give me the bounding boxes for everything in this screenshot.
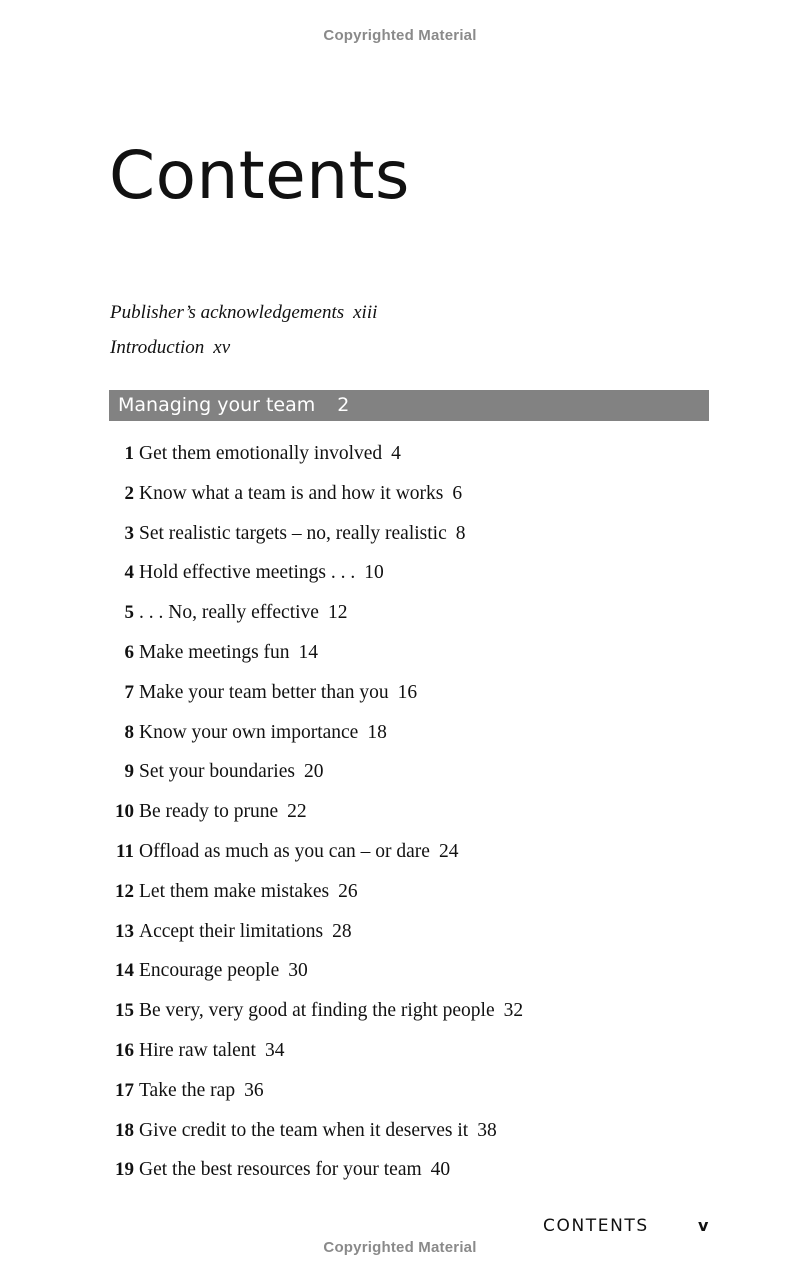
toc-entry[interactable] bbox=[100, 1116, 523, 1156]
front-matter-list bbox=[110, 300, 377, 370]
toc-entry-number: 10 bbox=[115, 801, 134, 823]
toc-entry-title: . . . No, really effective bbox=[139, 602, 319, 624]
toc-entry-number: 15 bbox=[115, 1000, 134, 1022]
toc-entry-number: 11 bbox=[116, 840, 134, 862]
toc-entry-page: 18 bbox=[367, 721, 387, 743]
toc-entry-title: Hold effective meetings . . . bbox=[139, 562, 356, 584]
toc-entry-number: 4 bbox=[124, 562, 134, 584]
toc-entry-number: 9 bbox=[124, 761, 134, 783]
toc-entry-title: Get them emotionally involved bbox=[139, 443, 383, 464]
toc-entry[interactable] bbox=[100, 1155, 523, 1195]
toc-entry-number: 8 bbox=[124, 721, 134, 743]
toc-entry[interactable] bbox=[100, 558, 523, 598]
toc-entry-page: 40 bbox=[430, 1159, 451, 1181]
toc-entry-title: Encourage people bbox=[139, 960, 280, 982]
section-page: 2 bbox=[337, 394, 350, 416]
toc-entry-page: 16 bbox=[397, 681, 418, 703]
toc-entry-number: 17 bbox=[115, 1079, 134, 1101]
toc-entry-title: Offload as much as you can – or dare bbox=[139, 840, 430, 862]
toc-entry-page: 6 bbox=[452, 482, 463, 504]
toc-entry[interactable] bbox=[100, 479, 523, 519]
front-matter-page: xv bbox=[213, 337, 231, 358]
toc-entry-page: 22 bbox=[287, 801, 307, 823]
toc-entry-number: 2 bbox=[124, 482, 134, 504]
toc-entry-number: 13 bbox=[115, 920, 134, 942]
toc-entry-number: 5 bbox=[124, 602, 134, 624]
toc-entry-title: Be ready to prune bbox=[139, 801, 279, 823]
toc-entry-title: Set realistic targets – no, really realistic bbox=[139, 522, 447, 544]
toc-entry-number: 1 bbox=[124, 443, 134, 464]
toc-entry[interactable] bbox=[100, 996, 523, 1036]
front-matter-title: Publisher’s acknowledgements bbox=[110, 302, 345, 323]
toc-entry-title: Make your team better than you bbox=[139, 681, 389, 703]
toc-entry-page: 12 bbox=[327, 602, 348, 624]
toc-entry-title: Give credit to the team when it deserves it bbox=[139, 1119, 469, 1141]
toc-entry[interactable] bbox=[100, 718, 523, 758]
toc-entry[interactable] bbox=[100, 598, 523, 638]
toc-list bbox=[100, 439, 523, 1195]
toc-entry[interactable] bbox=[100, 678, 523, 718]
toc-entry[interactable] bbox=[100, 757, 523, 797]
toc-entry-number: 14 bbox=[115, 960, 134, 982]
toc-entry-page: 36 bbox=[244, 1079, 264, 1101]
toc-entry-number: 3 bbox=[124, 522, 134, 544]
front-matter-title: Introduction bbox=[110, 337, 205, 358]
toc-entry-title: Let them make mistakes bbox=[139, 880, 330, 902]
page-number: v bbox=[698, 1216, 709, 1235]
toc-entry-number: 19 bbox=[115, 1159, 134, 1181]
page-title: Contents bbox=[109, 137, 410, 214]
running-footer-label: CONTENTS bbox=[543, 1216, 649, 1236]
toc-entry-number: 16 bbox=[115, 1039, 134, 1061]
toc-entry-title: Be very, very good at finding the right people bbox=[139, 1000, 495, 1022]
toc-entry-page: 30 bbox=[288, 960, 308, 982]
toc-entry-number: 18 bbox=[115, 1119, 134, 1141]
toc-entry-page: 38 bbox=[477, 1119, 497, 1141]
toc-entry[interactable] bbox=[100, 439, 523, 479]
front-matter-page: xiii bbox=[353, 302, 378, 323]
toc-entry[interactable] bbox=[100, 1076, 523, 1116]
toc-entry-title: Set your boundaries bbox=[139, 761, 295, 783]
toc-entry-page: 20 bbox=[303, 761, 324, 783]
front-matter-item[interactable] bbox=[110, 335, 377, 370]
toc-entry[interactable] bbox=[100, 797, 523, 837]
toc-entry[interactable] bbox=[100, 1036, 523, 1076]
toc-entry-page: 26 bbox=[338, 880, 358, 902]
toc-entry-number: 7 bbox=[124, 681, 134, 703]
toc-entry-page: 24 bbox=[438, 840, 459, 862]
toc-entry-page: 8 bbox=[455, 522, 466, 544]
toc-entry-title: Accept their limitations bbox=[139, 920, 324, 942]
toc-entry[interactable] bbox=[100, 917, 523, 957]
toc-entry[interactable] bbox=[100, 837, 523, 877]
toc-entry[interactable] bbox=[100, 638, 523, 678]
toc-entry-page: 32 bbox=[503, 1000, 524, 1022]
toc-entry-page: 14 bbox=[298, 641, 319, 663]
toc-entry[interactable] bbox=[100, 519, 523, 559]
section-title: Managing your team bbox=[118, 394, 316, 416]
toc-entry-page: 4 bbox=[391, 443, 401, 464]
toc-entry-title: Make meetings fun bbox=[139, 641, 290, 663]
toc-entry-number: 6 bbox=[124, 641, 134, 663]
toc-entry-title: Take the rap bbox=[139, 1079, 236, 1101]
section-header[interactable] bbox=[109, 390, 709, 421]
toc-entry-number: 12 bbox=[115, 880, 134, 902]
toc-entry-page: 34 bbox=[264, 1039, 285, 1061]
toc-entry-page: 10 bbox=[364, 562, 384, 584]
toc-entry-page: 28 bbox=[332, 920, 352, 942]
copyright-watermark-top: Copyrighted Material bbox=[323, 27, 477, 44]
copyright-watermark-bottom: Copyrighted Material bbox=[323, 1239, 477, 1256]
toc-entry-title: Get the best resources for your team bbox=[139, 1159, 422, 1181]
toc-entry-title: Know your own importance bbox=[139, 721, 359, 743]
front-matter-item[interactable] bbox=[110, 300, 377, 335]
toc-entry-title: Hire raw talent bbox=[139, 1039, 256, 1061]
toc-entry[interactable] bbox=[100, 877, 523, 917]
toc-entry-title: Know what a team is and how it works bbox=[139, 482, 444, 504]
toc-entry[interactable] bbox=[100, 956, 523, 996]
